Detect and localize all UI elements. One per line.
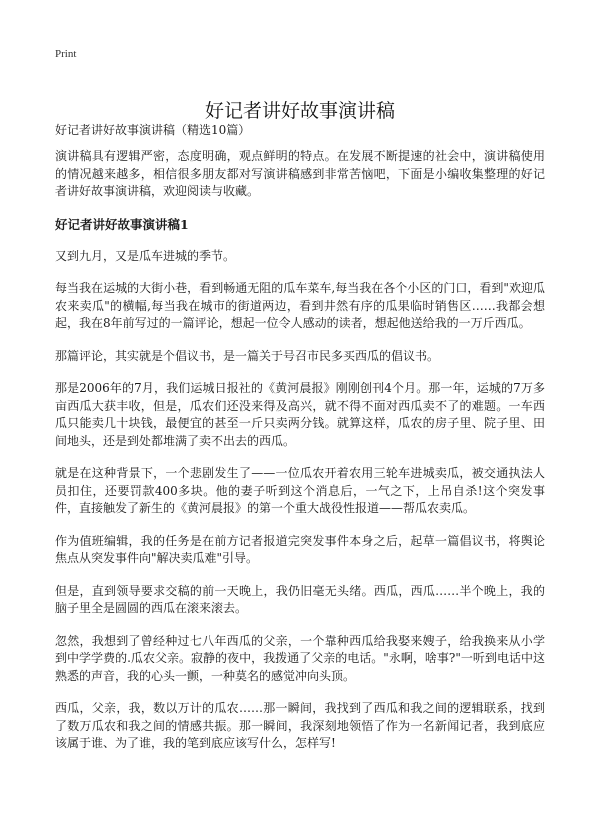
paragraph: 但是，直到领导要求交稿的前一天晚上，我仍旧毫无头绪。西瓜，西瓜……半个晚上，我的脑子里全是圆圆的西瓜在滚来滚去。 — [55, 583, 545, 615]
intro-paragraph: 演讲稿具有逻辑严密，态度明确，观点鲜明的特点。在发展不断提速的社会中，演讲稿使用的情况越来越多，相信很多朋友都对写演讲稿感到非常苦恼吧，下面是小编收集整理的好记者讲好故事演讲稿，欢迎阅读与收藏。 — [55, 149, 545, 198]
paragraph: 忽然，我想到了曾经种过七八年西瓜的父亲，一个靠种西瓜给我娶来嫂子，给我换来从小学到中学学费的.瓜农父亲。寂静的夜中，我拨通了父亲的电话。"永啊，啥事?"一听到电话中这熟悉的声音，我的心头一颤，一种莫名的感觉冲向头顶。 — [55, 633, 545, 683]
paragraph: 每当我在运城的大街小巷，看到畅通无阻的瓜车菜车,每当我在各个小区的门口，看到"欢迎瓜农来卖瓜"的横幅,每当我在城市的街道两边，看到井然有序的瓜果临时销售区……我都会想起，我在8年前写过的一篇评论，想起一位令人感动的读者，想起他送给我的一万斤西瓜。 — [55, 281, 545, 330]
page-title: 好记者讲好故事演讲稿 — [204, 99, 395, 122]
print-link[interactable]: Print — [55, 48, 77, 60]
section-heading: 好记者讲好故事演讲稿1 — [55, 216, 189, 232]
paragraph: 就是在这种背景下，一个悲剧发生了——一位瓜农开着农用三轮车进城卖瓜，被交通执法人员扣住，还要罚款400多块。他的妻子听到这个消息后，一气之下，上吊自杀!这个突发事件，直接触发了新生的《黄河晨报》的第一个重大战役性报道——帮瓜农卖瓜。 — [55, 466, 545, 515]
paragraph: 那篇评论，其实就是个倡议书，是一篇关于号召市民多买西瓜的倡议书。 — [55, 348, 440, 363]
article-body — [55, 148, 545, 768]
paragraph: 西瓜，父亲，我，数以万计的瓜农……那一瞬间，我找到了西瓜和我之间的逻辑联系，找到了数万瓜农和我之间的情感共振。那一瞬间，我深刻地领悟了作为一名新闻记者，我到底应该属于谁、为了谁，我的笔到底应该写什么，怎样写! — [55, 701, 545, 750]
paragraph: 又到九月，又是瓜车进城的季节。 — [55, 248, 236, 263]
paragraph: 作为值班编辑，我的任务是在前方记者报道完突发事件本身之后，起草一篇倡议书，将舆论焦点从突发事件向"解决卖瓜难"引导。 — [55, 533, 545, 565]
paragraph: 那是2006年的7月，我们运城日报社的《黄河晨报》刚刚创刊4个月。那一年，运城的7万多亩西瓜大获丰收，但是，瓜农们还没来得及高兴，就不得不面对西瓜卖不了的难题。一车西瓜只能卖几十块钱，最便宜的甚至一斤只卖两分钱。就算这样，瓜农的房子里、院子里、田间地头，还是到处都堆满了卖不出去的西瓜。 — [55, 381, 545, 448]
subtitle: 好记者讲好故事演讲稿（精选10篇） — [55, 123, 251, 137]
